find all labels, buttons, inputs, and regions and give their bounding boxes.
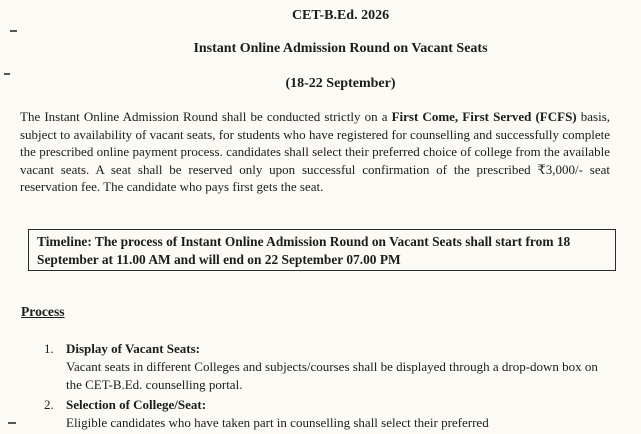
process-item-title: Display of Vacant Seats: (66, 341, 200, 356)
intro-text-part2: basis, subject to availability of vacant seats, for students who have registered for counselling and successfully complete the prescribed online payment process. candidates shall select their preferred choice of college from the available vacant seats. A seat shall be reserved only upon successful confirmation of the prescribed ₹3,000/- seat reservation fee. The candidate who pays first gets the seat. (20, 109, 611, 195)
process-item-title: Selection of College/Seat: (66, 397, 207, 412)
scan-mark (8, 422, 16, 424)
process-item-number: 2. (44, 397, 54, 412)
timeline-text: Timeline: The process of Instant Online Admission Round on Vacant Seats shall start from 18 September at 11.00 AM and will end on 22 September 07.00 PM (37, 234, 571, 267)
scan-mark (10, 30, 17, 32)
intro-paragraph (20, 108, 610, 196)
process-heading: Process (21, 304, 65, 319)
process-item-number: 1. (44, 341, 54, 356)
scan-mark (4, 73, 10, 75)
process-item-description: Eligible candidates who have taken part in counselling shall select their preferred (66, 415, 489, 430)
document-dates: (18-22 September) (285, 76, 396, 91)
document-subtitle: Instant Online Admission Round on Vacant Seats (193, 41, 488, 56)
document-title: CET-B.Ed. 2026 (291, 8, 390, 23)
process-item-description: Vacant seats in different Colleges and subjects/courses shall be displayed through a drop-down box on the CET-B.Ed. counselling portal. (66, 359, 598, 392)
intro-text-part1: The Instant Online Admission Round shall be conducted strictly on a (20, 109, 392, 124)
timeline-box (28, 229, 616, 271)
intro-text-bold: First Come, First Served (FCFS) (391, 109, 577, 124)
